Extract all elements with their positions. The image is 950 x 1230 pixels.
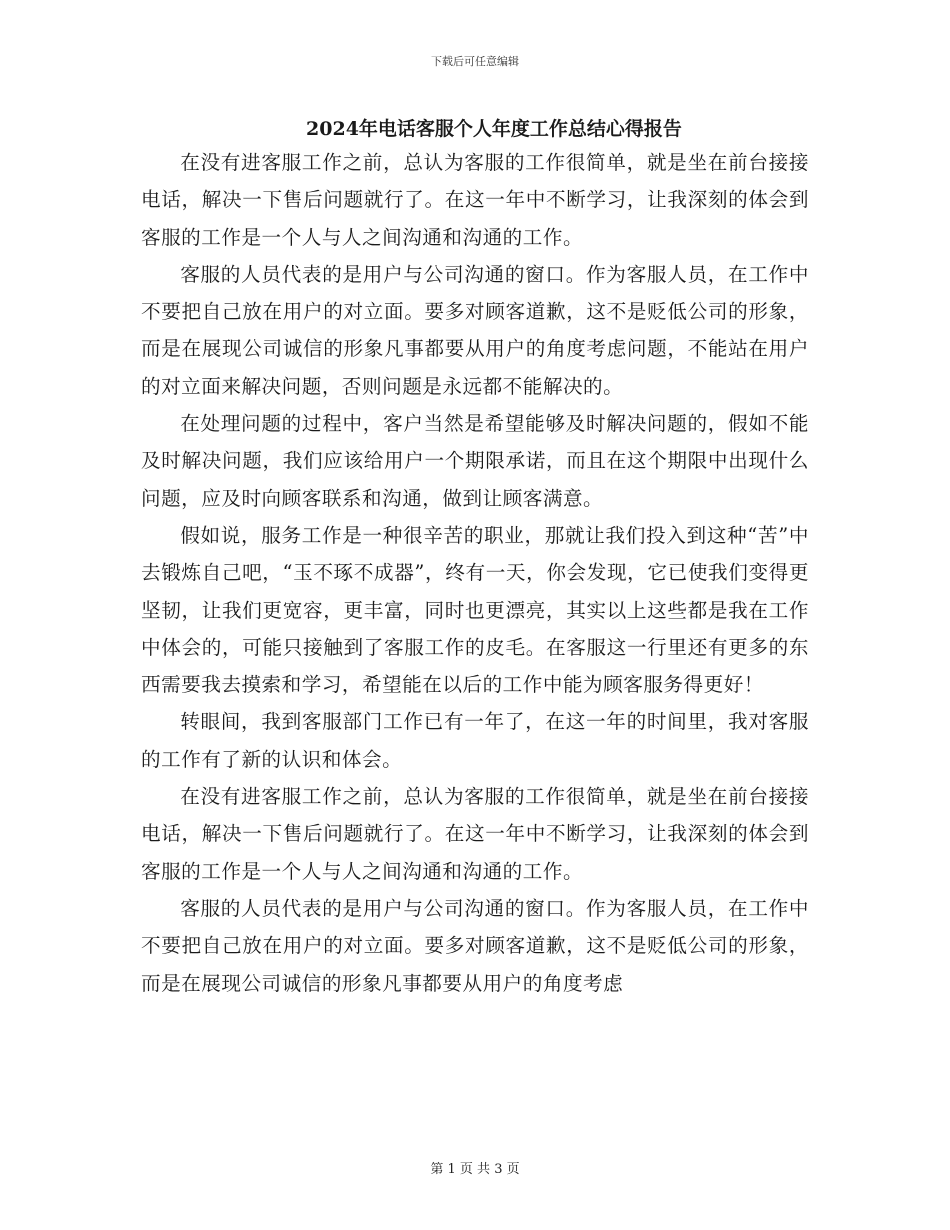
document-title: 2024年电话客服个人年度工作总结心得报告 bbox=[306, 118, 682, 140]
document-body bbox=[141, 144, 809, 1002]
paragraph: 转眼间，我到客服部门工作已有一年了，在这一年的时间里，我对客服的工作有了新的认识和体会。 bbox=[141, 710, 809, 771]
paragraph: 客服的人员代表的是用户与公司沟通的窗口。作为客服人员，在工作中不要把自己放在用户的对立面。要多对顾客道歉，这不是贬低公司的形象，而是在展现公司诚信的形象凡事都要从用户的角度考虑 bbox=[141, 896, 809, 995]
paragraph: 客服的人员代表的是用户与公司沟通的窗口。作为客服人员，在工作中不要把自己放在用户的对立面。要多对顾客道歉，这不是贬低公司的形象，而是在展现公司诚信的形象凡事都要从用户的角度考虑问题，不能站在用户的对立面来解决问题，否则问题是永远都不能解决的。 bbox=[141, 262, 809, 398]
paragraph: 在没有进客服工作之前，总认为客服的工作很简单，就是坐在前台接接电话，解决一下售后问题就行了。在这一年中不断学习，让我深刻的体会到客服的工作是一个人与人之间沟通和沟通的工作。 bbox=[141, 151, 809, 249]
paragraph: 假如说，服务工作是一种很辛苦的职业，那就让我们投入到这种“苦”中去锻炼自己吧，“玉不琢不成器”，终有一天，你会发现，它已使我们变得更坚韧，让我们更宽容，更丰富，同时也更漂亮，其实以上这些都是我在工作中体会的，可能只接触到了客服工作的皮毛。在客服这一行里还有更多的东西需要我去摸索和学习，希望能在以后的工作中能为顾客服务得更好！ bbox=[141, 523, 809, 697]
paragraph: 在没有进客服工作之前，总认为客服的工作很简单，就是坐在前台接接电话，解决一下售后问题就行了。在这一年中不断学习，让我深刻的体会到客服的工作是一个人与人之间沟通和沟通的工作。 bbox=[141, 785, 809, 883]
page-number: 第 1 页 共 3 页 bbox=[430, 1162, 520, 1177]
paragraph: 在处理问题的过程中，客户当然是希望能够及时解决问题的，假如不能及时解决问题，我们应该给用户一个期限承诺，而且在这个期限中出现什么问题，应及时向顾客联系和沟通，做到让顾客满意。 bbox=[141, 412, 809, 510]
header-note: 下载后可任意编辑 bbox=[431, 55, 519, 68]
